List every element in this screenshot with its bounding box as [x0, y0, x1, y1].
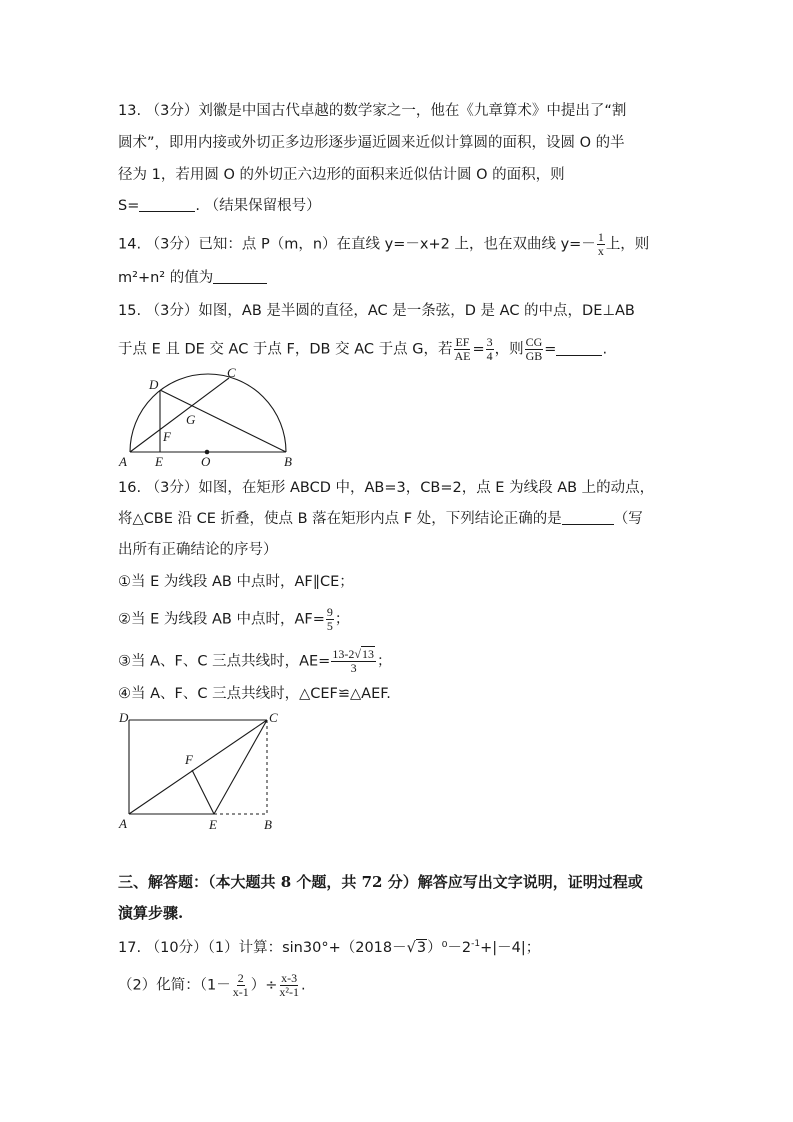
- q14-text-b: 上，则: [605, 236, 650, 253]
- q17-fraction-2: [278, 972, 300, 999]
- q15-frac1-num: EF: [455, 335, 470, 349]
- label-a: A: [119, 454, 127, 469]
- q17-superscript: -1: [471, 939, 481, 949]
- q16-opt3-root: 13: [361, 647, 374, 661]
- label-f: F: [185, 752, 193, 767]
- segment-db: [160, 390, 286, 452]
- segment-ac: [129, 720, 267, 814]
- q16-opt3-num: 13-2√13: [332, 647, 374, 661]
- q16-line-2: [118, 509, 643, 529]
- q16-rectangle-figure: [116, 708, 286, 834]
- q16-opt3-num-a: 13-2: [332, 647, 355, 661]
- label-d: D: [119, 710, 129, 725]
- q14-text-a: 14. （3分）已知：点 P（m，n）在直线 y=－x+2 上，也在双曲线 y=－: [118, 236, 596, 253]
- q17-line-1: 17. （10分）（1）计算：$\sin 30^\circ+(2018-√3)^0-2^{-1}+|-4|$；: [118, 939, 541, 956]
- q15-frac2-num: 3: [486, 335, 493, 349]
- label-e: E: [155, 454, 163, 469]
- chord-ac: [130, 378, 229, 452]
- q15-frac2-den: 4: [486, 349, 493, 363]
- q17-text-c: +|－4|；: [480, 940, 541, 956]
- q15-fraction-3-4: [486, 336, 494, 363]
- q16-text-a: 将△CBE 沿 CE 折叠，使点 B 落在矩形内点 F 处，下列结论正确的是: [118, 511, 562, 527]
- q16-opt3-fraction: [331, 648, 376, 675]
- q17-line-2: [118, 972, 306, 999]
- label-b: B: [284, 454, 292, 469]
- q15-line-2: [118, 336, 607, 363]
- q13-note: . （结果保留根号）: [195, 198, 321, 214]
- q14-text-c: m²+n² 的值为: [118, 270, 214, 286]
- q13-answer-blank: [139, 196, 195, 212]
- q17-text-d: （2）化简：（1－: [118, 977, 231, 994]
- q17-fraction-1: [232, 972, 250, 999]
- q14-line-1: [118, 231, 649, 258]
- q14-fraction: [597, 231, 605, 258]
- label-d: D: [149, 377, 159, 392]
- q16-line-1: 16. （3分）如图，在矩形 ABCD 中，AB=3，CB=2，点 E 为线段 AB 上的动点，: [118, 480, 655, 496]
- q13-line-1: 13. （3分）刘徽是中国古代卓越的数学家之一，他在《九章算术》中提出了“割: [118, 103, 627, 119]
- q17-text-a: 17. （10分）（1）计算：sin30°+（2018－: [118, 940, 407, 956]
- segment-fe: [192, 770, 214, 814]
- q16-option-3: [118, 648, 391, 675]
- q15-equals: =: [472, 341, 485, 358]
- q16-option-4: ④当 A、F、C 三点共线时，△CEF≌△AEF.: [118, 686, 391, 702]
- q16-opt2-fraction: [326, 606, 334, 633]
- q13-line-3: 径为 1，若用圆 O 的外切正六边形的面积来近似估计圆 O 的面积，则: [118, 167, 565, 183]
- q16-answer-blank: [562, 509, 614, 525]
- q16-option-2: [118, 606, 349, 633]
- q17-frac1-num: 2: [237, 971, 244, 985]
- q16-opt2-text: ②当 E 为线段 AB 中点时，AF=: [118, 611, 325, 628]
- q16-opt3-den: 3: [350, 661, 357, 675]
- q15-period: .: [602, 341, 608, 358]
- q15-equals-2: =: [544, 341, 557, 358]
- q14-frac-num: 1: [597, 230, 604, 244]
- q15-text-b: ，则: [494, 341, 524, 358]
- label-g: G: [186, 412, 196, 427]
- q15-frac1-den: AE: [454, 349, 471, 363]
- q15-fraction-ef-ae: [453, 336, 471, 363]
- label-o: O: [201, 454, 211, 469]
- q17-text-e: ）÷: [250, 977, 278, 994]
- q17-root: 3: [416, 940, 427, 956]
- q16-text-b: （写: [613, 511, 643, 527]
- label-f: F: [163, 429, 171, 444]
- q15-line-1: 15. （3分）如图，AB 是半圆的直径，AC 是一条弦，D 是 AC 的中点，DE⊥AB: [118, 303, 635, 319]
- q15-frac3-num: CG: [525, 335, 543, 349]
- q14-line-2: [118, 268, 267, 288]
- q16-opt2-den: 5: [326, 619, 333, 633]
- q14-answer-blank: [213, 268, 267, 284]
- q14-frac-den: x: [597, 244, 604, 258]
- label-c: C: [227, 366, 236, 380]
- q16-opt3-end: ；: [376, 653, 392, 670]
- q16-opt2-num: 9: [326, 605, 333, 619]
- label-e: E: [209, 817, 217, 832]
- label-c: C: [269, 710, 278, 725]
- q17-period: .: [300, 977, 306, 994]
- label-a: A: [119, 816, 127, 831]
- q16-opt3-text: ③当 A、F、C 三点共线时，AE=: [118, 653, 331, 670]
- q15-answer-blank: [556, 340, 602, 356]
- q15-text-a: 于点 E 且 DE 交 AC 于点 F，DB 交 AC 于点 G，若: [118, 341, 453, 358]
- q16-option-1: ①当 E 为线段 AB 中点时，AF∥CE；: [118, 574, 354, 590]
- q17-frac2-num: x-3: [281, 971, 298, 985]
- q13-s-label: S=: [118, 198, 140, 214]
- q17-frac1-den: x-1: [232, 985, 249, 999]
- q17-frac2-den: x²-1: [279, 985, 299, 999]
- section3-heading-line-1: 三、解答题：（本大题共 8 个题，共 72 分）解答应写出文字说明，证明过程或: [118, 873, 643, 891]
- q13-line-4: [118, 196, 321, 216]
- q13-line-2: 圆术”，即用内接或外切正多边形逐步逼近圆来近似计算圆的面积，设圆 O 的半: [118, 135, 625, 151]
- q16-line-3: 出所有正确结论的序号）: [118, 542, 278, 558]
- q15-semicircle-figure: [116, 366, 300, 470]
- q17-text-b: ）⁰－2: [427, 940, 472, 956]
- segment-ce: [214, 720, 267, 814]
- section3-heading-line-2: 演算步骤.: [118, 904, 184, 922]
- q15-fraction-cg-gb: [525, 336, 544, 363]
- label-b: B: [264, 817, 272, 832]
- q15-frac3-den: GB: [525, 349, 543, 363]
- q16-opt2-end: ；: [334, 611, 350, 628]
